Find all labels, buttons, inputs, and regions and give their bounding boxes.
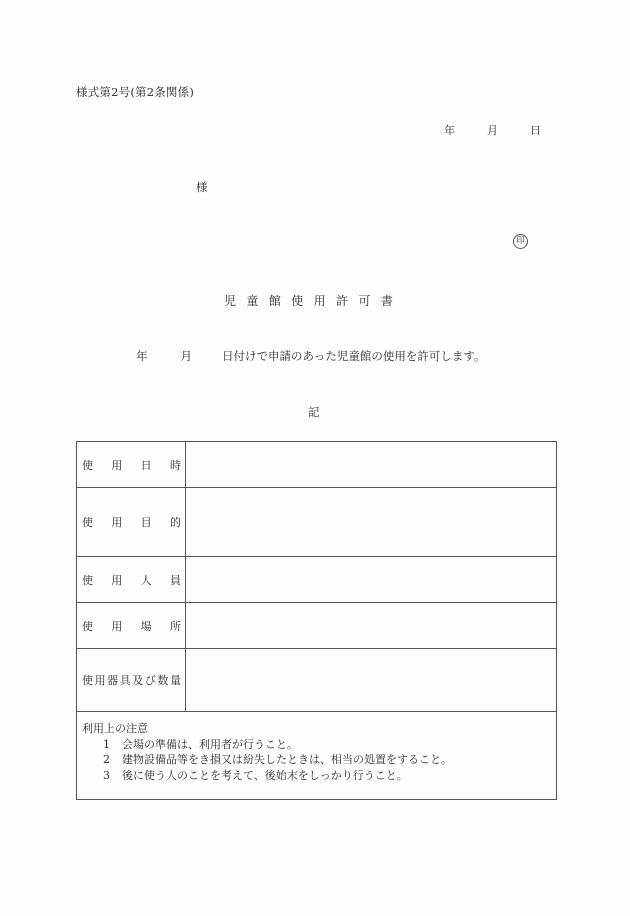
title-char: 書 xyxy=(380,294,404,308)
ki-label: 記 xyxy=(308,405,320,419)
value-usage-purpose[interactable] xyxy=(186,488,557,557)
value-usage-location[interactable] xyxy=(186,603,557,649)
label-char: 用 xyxy=(111,516,123,529)
table-row-number-of-users xyxy=(77,557,557,603)
notes-item xyxy=(82,752,550,768)
label-char: 人 xyxy=(140,573,152,587)
label-char: び xyxy=(144,674,156,687)
permission-year-label: 年 xyxy=(136,349,148,363)
notes-item-text: 会場の準備は、利用者が行うこと。 xyxy=(122,737,298,751)
label-char: 使 xyxy=(82,458,93,472)
title-char: 許 xyxy=(336,294,359,308)
title-char: 児 xyxy=(224,294,247,308)
label-char: 具 xyxy=(119,674,131,687)
label-char: 用 xyxy=(111,619,123,633)
notes-heading: 利用上の注意 xyxy=(82,722,148,735)
label-usage-location xyxy=(77,603,186,649)
value-number-of-users[interactable] xyxy=(186,557,557,603)
date-line xyxy=(444,122,541,138)
label-char: 量 xyxy=(169,674,181,687)
label-usage-datetime xyxy=(77,442,186,488)
seal-icon: 印 xyxy=(513,234,528,249)
label-char: 員 xyxy=(169,573,181,587)
label-char: 用 xyxy=(111,573,123,587)
label-char: 日 xyxy=(140,458,152,472)
label-char: 目 xyxy=(140,516,152,529)
date-year-label: 年 xyxy=(444,124,455,137)
notes-item-text: 建物設備品等をき損又は紛失したときは、相当の処置をすること。 xyxy=(122,753,452,766)
title-char: 可 xyxy=(358,294,381,308)
table-row-usage-notes xyxy=(77,712,557,800)
permission-text: 日付けで申請のあった児童館の使用を許可します。 xyxy=(222,349,486,363)
notes-item-number: 2 xyxy=(103,753,110,766)
addressee-suffix: 様 xyxy=(196,180,208,194)
value-equipment-quantity[interactable] xyxy=(186,649,557,712)
notes-item xyxy=(82,768,550,784)
title-char: 館 xyxy=(268,294,292,308)
label-char: 及 xyxy=(132,674,144,687)
label-char: 時 xyxy=(169,458,181,472)
label-char: 的 xyxy=(169,516,181,529)
label-char: 器 xyxy=(107,674,119,687)
notes-item-number: 3 xyxy=(103,768,110,782)
label-char: 用 xyxy=(94,674,106,687)
label-char: 場 xyxy=(140,619,152,633)
permission-statement xyxy=(136,348,485,364)
label-usage-purpose xyxy=(77,488,186,557)
label-number-of-users xyxy=(77,557,186,603)
label-char: 使 xyxy=(82,674,93,687)
title-char: 童 xyxy=(246,294,269,308)
notes-item xyxy=(82,737,550,753)
title-char: 用 xyxy=(313,294,337,308)
title-char: 使 xyxy=(291,294,314,308)
table-row-usage-location xyxy=(77,603,557,649)
usage-notes xyxy=(77,712,557,800)
label-char: 使 xyxy=(82,516,93,529)
label-char: 使 xyxy=(82,573,93,587)
table-row-usage-datetime xyxy=(77,442,557,488)
table-row-equipment-quantity xyxy=(77,649,557,712)
notes-item-number: 1 xyxy=(103,737,110,751)
label-equipment-quantity xyxy=(77,649,186,712)
label-char: 数 xyxy=(157,674,169,687)
label-char: 使 xyxy=(82,619,93,633)
permission-month-label: 月 xyxy=(180,349,192,363)
date-month-label: 月 xyxy=(487,124,498,137)
notes-item-text: 後に使う人のことを考えて、後始末をしっかり行うこと。 xyxy=(122,768,408,782)
form-number: 様式第2号(第2条関係) xyxy=(76,85,195,99)
detail-table xyxy=(76,441,557,800)
date-day-label: 日 xyxy=(530,124,541,137)
document-title xyxy=(224,292,403,309)
table-row-usage-purpose xyxy=(77,488,557,557)
value-usage-datetime[interactable] xyxy=(186,442,557,488)
label-char: 用 xyxy=(111,458,123,472)
label-char: 所 xyxy=(169,619,181,633)
